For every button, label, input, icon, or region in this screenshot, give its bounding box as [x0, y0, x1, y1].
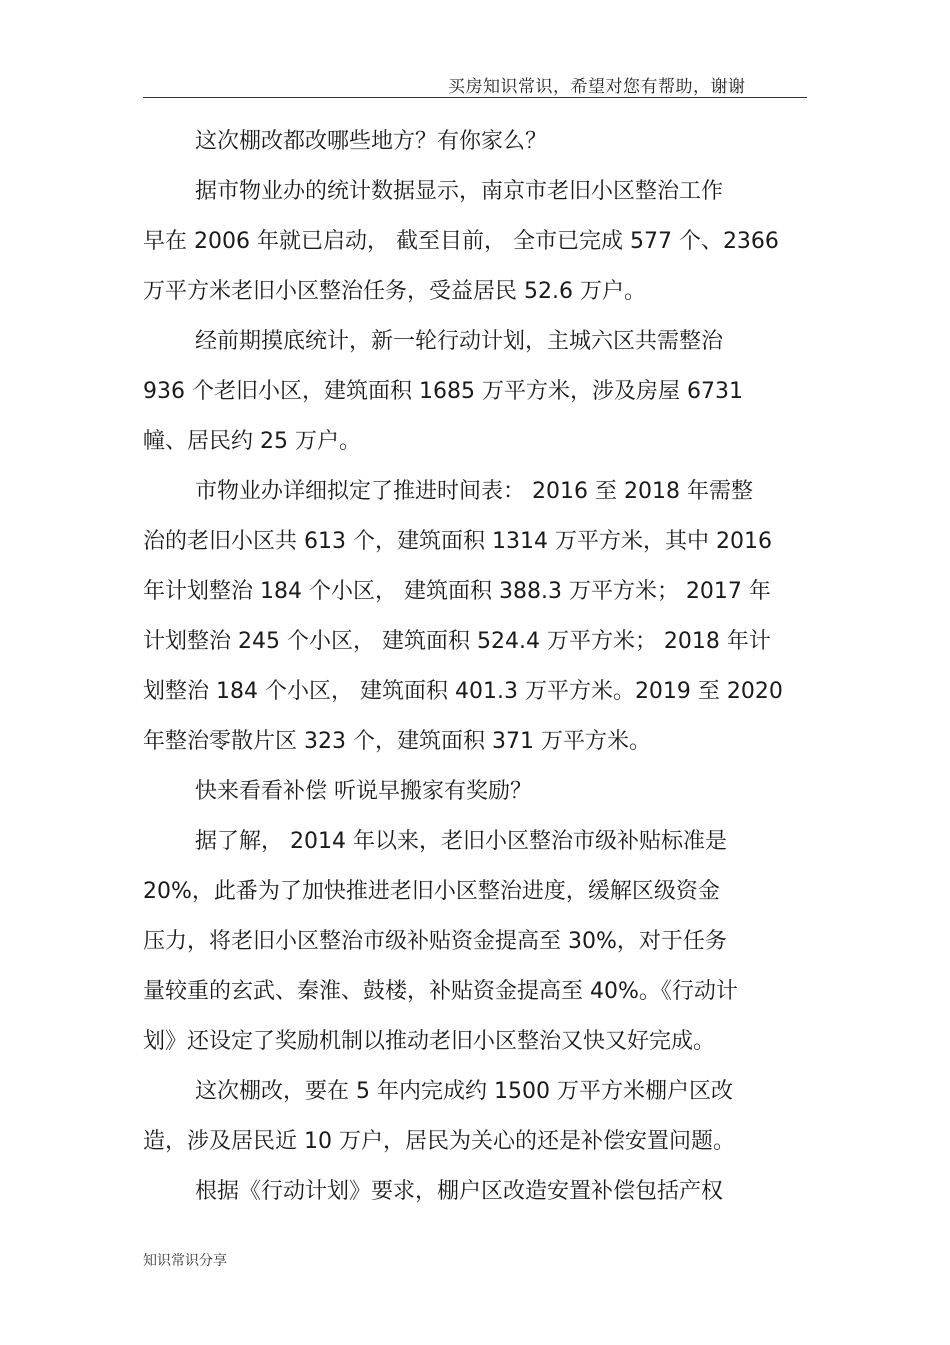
paragraph-line: 根据《行动计划》要求，棚户区改造安置补偿包括产权: [195, 1179, 724, 1204]
document-body: [143, 122, 807, 1222]
paragraph-line: 早在 2006 年就已启动， 截至目前， 全市已完成 577 个、2366: [143, 229, 779, 254]
paragraph-line: 计划整治 245 个小区， 建筑面积 524.4 万平方米； 2018 年计: [143, 629, 771, 654]
paragraph-line: 划》还设定了奖励机制以推动老旧小区整治又快又好完成。: [143, 1029, 716, 1054]
paragraph-line: 年整治零散片区 323 个，建筑面积 371 万平方米。: [143, 729, 651, 754]
paragraph-line: 量较重的玄武、秦淮、鼓楼，补贴资金提高至 40%。《行动计: [143, 979, 738, 1004]
paragraph-line: 压力，将老旧小区整治市级补贴资金提高至 30%，对于任务: [143, 929, 727, 954]
paragraph-line: 936 个老旧小区，建筑面积 1685 万平方米，涉及房屋 6731: [143, 379, 743, 404]
paragraph-line: 经前期摸底统计，新一轮行动计划，主城六区共需整治: [195, 329, 724, 354]
paragraph-line: 据市物业办的统计数据显示，南京市老旧小区整治工作: [195, 179, 724, 204]
paragraph-line: 这次棚改，要在 5 年内完成约 1500 万平方米棚户区改: [195, 1079, 733, 1104]
section-heading-compensation: 快来看看补偿 听说早搬家有奖励？: [195, 779, 532, 804]
paragraph-line: 年计划整治 184 个小区， 建筑面积 388.3 万平方米； 2017 年: [143, 579, 771, 604]
header-divider: [143, 97, 807, 98]
paragraph-line: 市物业办详细拟定了推进时间表： 2016 至 2018 年需整: [195, 479, 753, 504]
paragraph-line: 据了解， 2014 年以来，老旧小区整治市级补贴标准是: [195, 829, 727, 854]
paragraph-line: 造，涉及居民近 10 万户，居民为关心的还是补偿安置问题。: [143, 1129, 735, 1154]
paragraph-line: 划整治 184 个小区， 建筑面积 401.3 万平方米。2019 至 2020: [143, 679, 783, 704]
paragraph-line: 幢、居民约 25 万户。: [143, 429, 361, 454]
paragraph-line: 治的老旧小区共 613 个，建筑面积 1314 万平方米，其中 2016: [143, 529, 772, 554]
page-header: 买房知识常识，希望对您有帮助，谢谢: [448, 77, 746, 97]
page-footer: 知识常识分享: [143, 1253, 227, 1269]
section-heading-renovation-areas: 这次棚改都改哪些地方？有你家么？: [195, 129, 548, 154]
paragraph-line: 20%，此番为了加快推进老旧小区整治进度，缓解区级资金: [143, 879, 720, 904]
paragraph-line: 万平方米老旧小区整治任务，受益居民 52.6 万户。: [143, 279, 646, 304]
